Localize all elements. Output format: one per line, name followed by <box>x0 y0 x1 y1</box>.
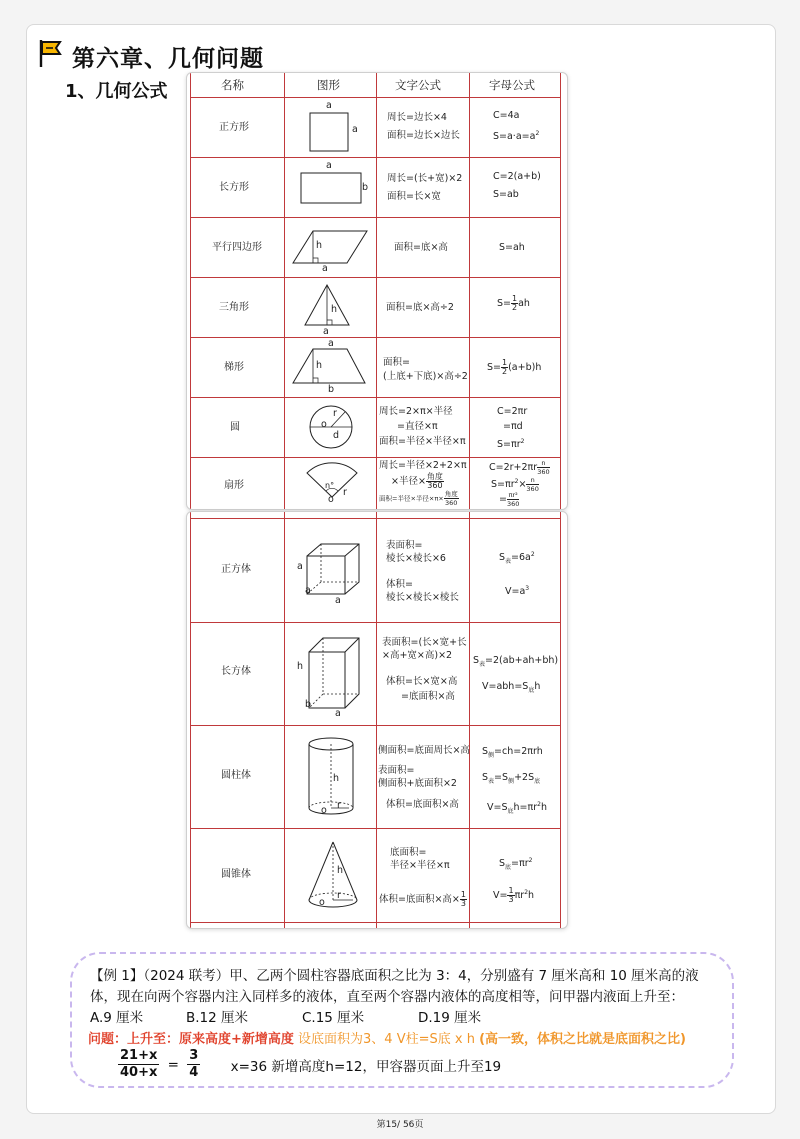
flag-icon <box>38 38 64 68</box>
example-line-2: 体，现在向两个容器内注入同样多的液体，直至两个容器内液体的高度相等，问甲器内液面上升至： <box>90 989 684 1005</box>
solid-formula-card <box>186 511 568 929</box>
triangle-letter: S= $\frac{1}{2}$ ah <box>497 294 530 312</box>
header-name: 名称 <box>221 78 244 92</box>
cube-letter-1: $S_表=6a^2$ <box>499 551 535 566</box>
sector-label-o: o <box>328 494 334 505</box>
equation-line <box>118 1048 501 1081</box>
chapter-title: 第六章、几何问题 <box>72 46 264 72</box>
cone-figure <box>299 838 369 914</box>
rectangle-figure <box>293 161 371 215</box>
circle-letter-1: C=2πr <box>497 406 528 417</box>
square-label-right: a <box>352 124 358 135</box>
parallelogram-figure <box>291 221 373 275</box>
circle-letter-2: =πd <box>503 421 523 432</box>
sector-word-3: 面积=半径×半径×π× 角度 360 <box>379 490 458 507</box>
equation-equals: = <box>167 1056 179 1073</box>
page-number: 第15/ 56页 <box>376 1120 424 1130</box>
header-word-formula: 文字公式 <box>395 78 441 92</box>
circle-label-r: r <box>333 408 337 419</box>
analysis-red: 问题：上升至：原来高度+新增高度 <box>88 1032 294 1047</box>
rectangle-word-2: 面积=长×宽 <box>387 191 441 202</box>
trapezoid-label-a: a <box>328 338 334 349</box>
sector-word-1: 周长=半径×2+2×π <box>379 460 467 471</box>
cone-label-r: r <box>337 890 341 901</box>
cone-label-o: o <box>319 897 325 908</box>
cube-word-4: 棱长×棱长×棱长 <box>386 592 459 603</box>
sector-letter-2: $S=\pi r^2\times$ $\frac{n}{360}$ <box>491 476 539 494</box>
rectangle-letter-2: S=ab <box>493 189 519 200</box>
equation-left-fraction: $\frac{21+x}{40+x}$ <box>120 1048 158 1080</box>
cuboid-word-3: 体积=长×宽×高 <box>386 676 458 687</box>
option-d: D.19 厘米 <box>418 1010 482 1026</box>
square-letter-1: C=4a <box>493 110 520 121</box>
cube-word-3: 体积= <box>386 579 413 590</box>
cylinder-word-2: 表面积= <box>378 765 415 776</box>
cuboid-word-1: 表面积=(长×宽+长 <box>382 637 467 648</box>
sector-word-2: ×半径× 角度 360 <box>391 472 443 490</box>
row-name-parallelogram: 平行四边形 <box>212 242 262 253</box>
cube-letter-2: $V=a^3$ <box>505 585 530 598</box>
cuboid-label-h: h <box>297 661 304 672</box>
square-word-2: 面积=边长×边长 <box>387 130 460 141</box>
rectangle-label-right: b <box>362 182 369 193</box>
circle-label-o: o <box>321 419 327 430</box>
cone-word-3: 体积=底面积×高× $\frac{1}{3}$ <box>379 890 466 908</box>
option-a: A.9 厘米 <box>90 1010 144 1026</box>
cone-word-1: 底面积= <box>390 847 427 858</box>
cuboid-letter-1: $S_表=2(ab+ah+bh)$ <box>473 655 559 668</box>
cylinder-label-r: r <box>337 800 341 811</box>
analysis-orange-bold: (高一致，体积之比就是底面积之比) <box>479 1032 686 1047</box>
rectangle-label-top: a <box>326 160 332 171</box>
sector-label-r: r <box>343 487 347 498</box>
rectangle-letter-1: C=2(a+b) <box>493 171 541 182</box>
cone-label-h: h <box>337 865 344 876</box>
cylinder-letter-2: $S_表=S_侧+2S_底$ <box>482 772 541 785</box>
square-label-top: a <box>326 100 332 111</box>
parallelogram-letter-1: S=ah <box>499 242 525 253</box>
circle-label-d: d <box>333 430 340 441</box>
row-name-cone: 圆锥体 <box>221 869 251 880</box>
cuboid-label-b: b <box>305 699 312 710</box>
parallelogram-label-a: a <box>322 263 328 274</box>
trapezoid-label-h: h <box>316 360 323 371</box>
row-name-cuboid: 长方体 <box>221 666 251 677</box>
header-figure: 图形 <box>317 78 340 92</box>
option-b: B.12 厘米 <box>186 1010 249 1026</box>
equation-right-fraction: $\frac{3}{4}$ <box>189 1048 199 1080</box>
sector-letter-3: = $\frac{\text{πr²}}{360}$ <box>499 491 520 508</box>
trapezoid-word-1: 面积= <box>383 357 410 368</box>
row-name-sector: 扇形 <box>224 480 244 491</box>
cube-label-depth: a <box>305 585 311 596</box>
cuboid-word-2: ×高+宽×高)×2 <box>382 650 453 661</box>
plane-formula-card <box>186 72 568 510</box>
cube-label-bottom: a <box>335 595 341 606</box>
trapezoid-label-b: b <box>328 384 335 395</box>
equation-result: x=36 新增高度h=12，甲容器页面上升至19 <box>230 1058 502 1075</box>
row-name-cylinder: 圆柱体 <box>221 770 251 781</box>
triangle-label-h: h <box>331 304 338 315</box>
option-c: C.15 厘米 <box>302 1010 365 1026</box>
cylinder-word-1: 侧面积=底面周长×高 <box>378 745 470 756</box>
row-name-cube: 正方体 <box>221 564 251 575</box>
header-letter-formula: 字母公式 <box>489 78 535 92</box>
rectangle-word-1: 周长=(长+宽)×2 <box>387 173 463 184</box>
cone-letter-2: V= $\frac{1}{3}$ $\pi r^2h$ <box>493 886 535 905</box>
cuboid-label-a: a <box>335 708 341 719</box>
section-title: 1、几何公式 <box>65 81 168 102</box>
parallelogram-word-1: 面积=底×高 <box>394 242 448 253</box>
cube-label-left: a <box>297 561 303 572</box>
row-name-trapezoid: 梯形 <box>224 362 244 373</box>
sector-label-angle: n° <box>325 481 335 490</box>
example-line-1: 【例 1】（2024 联考）甲、乙两个圆柱容器底面积之比为 3：4，分别盛有 7 厘米高和 10 厘米高的液 <box>90 968 699 984</box>
square-letter-2: $S=a\cdot a=a^2$ <box>493 130 540 143</box>
cylinder-letter-3: $V=S_底h=\pi r^2h$ <box>487 801 547 816</box>
cylinder-letter-1: $S_侧=ch=2\pi rh$ <box>482 746 543 759</box>
triangle-word-1: 面积=底×高÷2 <box>386 302 454 313</box>
cylinder-label-o: o <box>321 805 327 816</box>
triangle-label-a: a <box>323 326 329 337</box>
row-name-triangle: 三角形 <box>219 302 249 313</box>
row-name-rectangle: 长方形 <box>219 182 249 193</box>
circle-word-2: =直径×π <box>397 421 438 432</box>
cone-word-2: 半径×半径×π <box>390 860 450 871</box>
square-word-1: 周长=边长×4 <box>387 112 447 123</box>
cube-word-1: 表面积= <box>386 540 423 551</box>
cylinder-word-3: 侧面积+底面积×2 <box>378 778 457 789</box>
cube-word-2: 棱长×棱长×6 <box>386 553 446 564</box>
row-name-circle: 圆 <box>230 422 240 433</box>
circle-word-1: 周长=2×π×半径 <box>379 406 453 417</box>
trapezoid-word-2: (上底+下底)×高÷2 <box>383 371 468 382</box>
cuboid-letter-2: $V=abh=S_底h$ <box>482 681 541 694</box>
circle-figure <box>303 401 359 455</box>
trapezoid-letter: S= $\frac{1}{2}$ (a+b)h <box>487 358 542 376</box>
cuboid-word-4: =底面积×高 <box>401 691 455 702</box>
analysis-orange: 设底面积为3、4 V柱=S底 x h <box>293 1032 480 1047</box>
cylinder-label-h: h <box>333 773 340 784</box>
sector-letter-1: C=2r+2πr $\frac{n}{360}$ <box>489 459 550 476</box>
parallelogram-label-h: h <box>316 240 323 251</box>
row-name-square: 正方形 <box>219 122 249 133</box>
circle-letter-3: $S=\pi r^2$ <box>497 438 525 451</box>
circle-word-3: 面积=半径×半径×π <box>379 436 466 447</box>
cone-letter-1: $S_底=\pi r^2$ <box>499 857 533 872</box>
cylinder-word-4: 体积=底面积×高 <box>386 799 459 810</box>
analysis-line <box>88 1028 686 1047</box>
